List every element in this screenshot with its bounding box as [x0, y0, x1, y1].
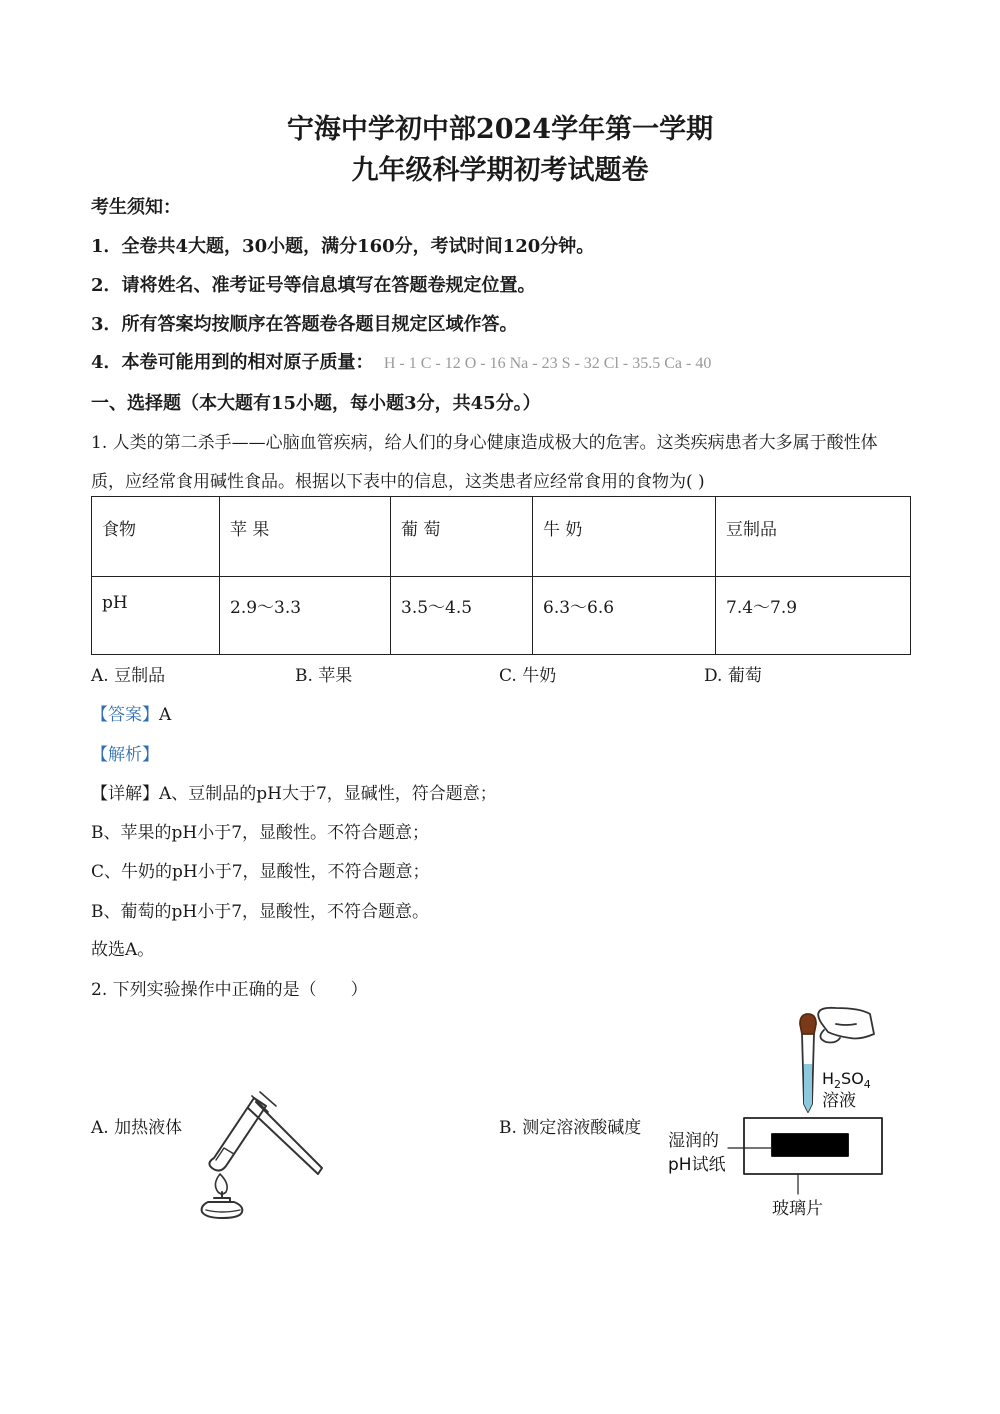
notice-item-2: 2．请将姓名、准考证号等信息填写在答题卷规定位置。 — [91, 275, 536, 296]
solution-label: 溶液 — [822, 1091, 856, 1111]
tube-holder-icon — [248, 1102, 322, 1174]
q1-option-d[interactable]: D. 葡萄 — [704, 666, 762, 686]
q1-detail-line2: B、苹果的pH小于7，显酸性。不符合题意； — [91, 823, 430, 843]
table-cell: 食物 — [92, 497, 220, 577]
page-title-line1: 宁海中学初中部2024学年第一学期 — [286, 114, 714, 145]
q1-detail-line3: C、牛奶的pH小于7，显酸性，不符合题意； — [91, 862, 430, 882]
table-cell: 7.4～7.9 — [716, 577, 911, 655]
answer-label: 【答案】 — [91, 705, 159, 725]
page-title-line2: 九年级科学期初考试题卷 — [351, 155, 649, 186]
table-cell: 葡 萄 — [391, 497, 533, 577]
q2-option-b[interactable]: B. 测定溶液酸碱度 — [499, 1118, 642, 1138]
section-heading: 一、选择题（本大题有15小题，每小题3分，共45分。） — [91, 393, 541, 414]
notice-heading: 考生须知： — [91, 197, 181, 218]
dropper-bulb-icon — [800, 1014, 816, 1034]
q1-conclusion: 故选A。 — [91, 940, 155, 960]
table-cell: pH — [92, 577, 220, 655]
notice-item-4 — [91, 348, 711, 374]
atomic-masses: H - 1 C - 12 O - 16 Na - 23 S - 32 Cl - 35.5 Ca - 40 — [383, 355, 712, 372]
notice-item-1: 1．全卷共4大题，30小题，满分160分，考试时间120分钟。 — [91, 236, 595, 257]
q1-detail-line4: B、葡萄的pH小于7，显酸性，不符合题意。 — [91, 902, 430, 922]
ph-table — [91, 496, 911, 655]
q1-stem-line2: 质，应经常食用碱性食品。根据以下表中的信息，这类患者应经常食用的食物为( ) — [91, 472, 705, 492]
table-cell: 3.5～4.5 — [391, 577, 533, 655]
acid-formula-label: $H_2SO_4$ — [822, 1069, 871, 1091]
paper-label-2: pH试纸 — [668, 1155, 726, 1175]
ph-paper-icon — [772, 1134, 848, 1156]
table-cell: 2.9～3.3 — [220, 577, 391, 655]
notice-item-3: 3．所有答案均按顺序在答题卷各题目规定区域作答。 — [91, 314, 518, 335]
heating-liquid-figure — [196, 1088, 326, 1220]
paper-label-1: 湿润的 — [668, 1131, 719, 1151]
table-row — [92, 577, 911, 655]
flame-icon — [215, 1174, 227, 1194]
ph-test-figure — [660, 1004, 890, 1224]
q1-option-a[interactable]: A. 豆制品 — [91, 666, 166, 686]
table-cell: 6.3～6.6 — [533, 577, 716, 655]
test-tube-icon — [209, 1098, 266, 1171]
q1-option-b[interactable]: B. 苹果 — [295, 666, 353, 686]
table-cell: 豆制品 — [716, 497, 911, 577]
table-cell: 苹 果 — [220, 497, 391, 577]
analysis-label: 【解析】 — [91, 745, 159, 765]
table-row — [92, 497, 911, 577]
notice-item-4-label: 4．本卷可能用到的相对原子质量： — [91, 352, 374, 373]
q2-stem: 2. 下列实验操作中正确的是（ ） — [91, 980, 368, 1000]
table-cell: 牛 奶 — [533, 497, 716, 577]
hand-icon — [818, 1008, 874, 1039]
plate-label: 玻璃片 — [772, 1199, 823, 1219]
answer-value: A — [159, 705, 172, 725]
q1-stem-line1: 1. 人类的第二杀手——心脑血管疾病，给人们的身心健康造成极大的危害。这类疾病患者大多属于酸性体 — [91, 433, 878, 453]
q1-option-c[interactable]: C. 牛奶 — [499, 666, 557, 686]
q1-detail-line1: 【详解】A、豆制品的pH大于7，显碱性，符合题意； — [91, 784, 497, 804]
q2-option-a[interactable]: A. 加热液体 — [91, 1118, 183, 1138]
q1-answer — [91, 700, 171, 725]
